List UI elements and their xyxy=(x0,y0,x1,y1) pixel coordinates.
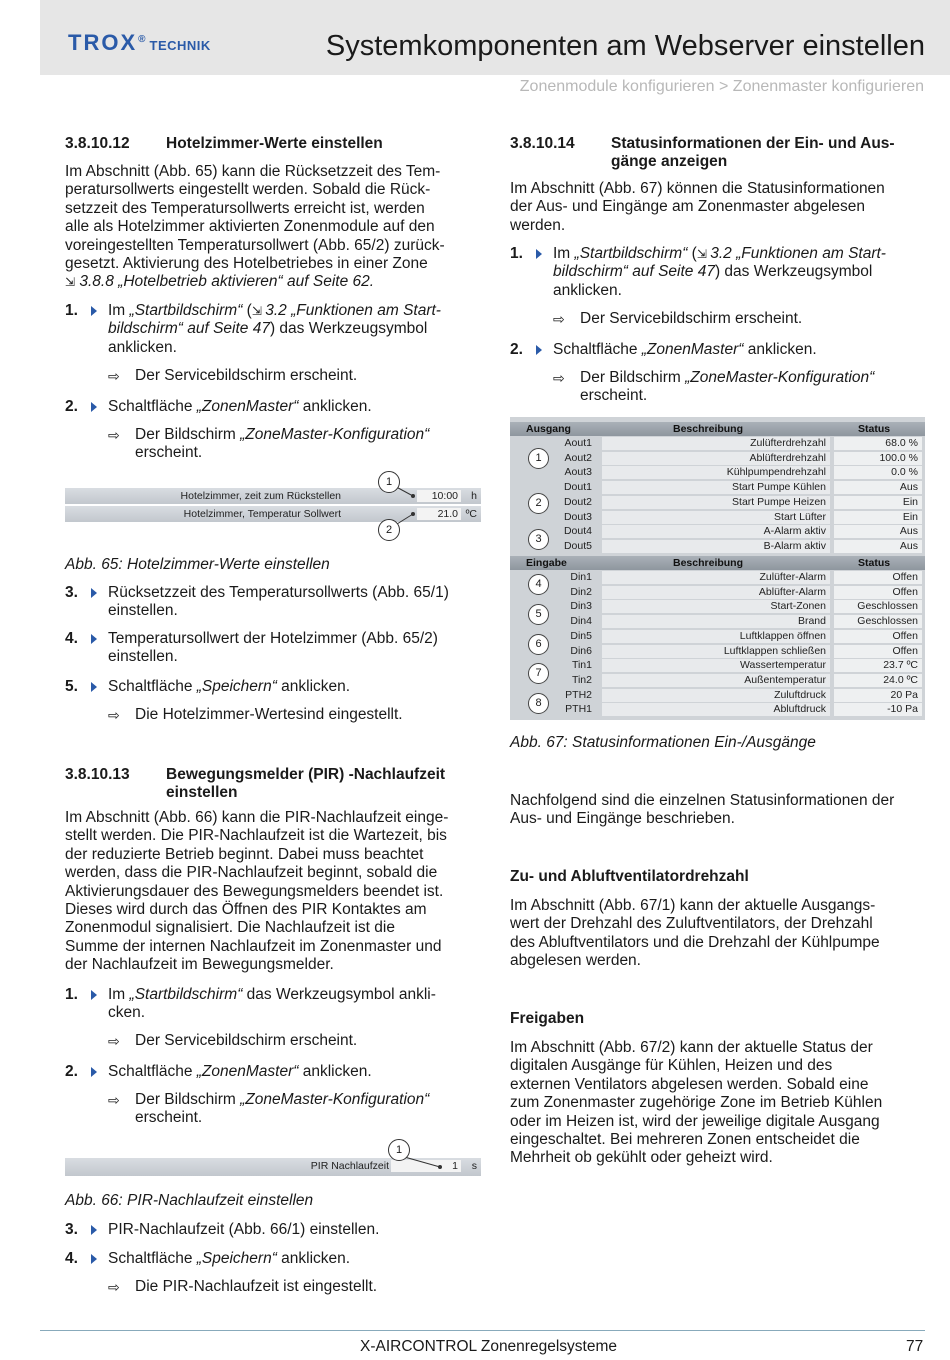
result-arrow-icon: ⇨ xyxy=(553,370,565,386)
paragraph-releases xyxy=(510,1039,882,1168)
step-arrow-icon xyxy=(536,345,542,355)
callout-1: 1 xyxy=(378,471,400,493)
io-status: Geschlossen xyxy=(834,600,922,613)
line: der reduzierte Betrieb beginnt. Dabei muss beachtet xyxy=(65,845,424,863)
io-description: Start Pumpe Heizen xyxy=(602,496,830,509)
callout-2: 2 xyxy=(378,519,400,541)
table-row xyxy=(510,571,925,586)
io-id: Tin2 xyxy=(571,673,592,686)
callout-6: 6 xyxy=(528,634,549,655)
step-arrow-icon xyxy=(91,1067,97,1077)
callout-8: 8 xyxy=(528,693,549,714)
line: Im Abschnitt (Abb. 65) kann die Rücksetzzeit des Tem- xyxy=(65,163,441,180)
step-number: 1. xyxy=(65,302,78,319)
table-row xyxy=(510,540,925,555)
io-status: Aus xyxy=(834,481,922,494)
line: Aktivierungsdauer des Bewegungsmelders beendet ist. xyxy=(65,882,444,900)
result-arrow-icon: ⇨ xyxy=(553,311,565,327)
text: anklicken. xyxy=(298,398,372,415)
section-number: 3.8.10.13 xyxy=(65,766,130,783)
step-arrow-icon xyxy=(536,249,542,259)
footer-document-title: X-AIRCONTROL Zonenregelsysteme xyxy=(360,1338,617,1355)
result-arrow-icon: ⇨ xyxy=(108,1033,120,1049)
step-number: 3. xyxy=(65,1221,78,1238)
text: Im xyxy=(108,986,130,1003)
io-description: Zuluftdruck xyxy=(602,689,830,702)
crossref-link[interactable]: 3.8.8 „Hotelbetrieb aktivieren“ auf Seite 62. xyxy=(79,273,375,291)
callout-5: 5 xyxy=(528,604,549,625)
page-header xyxy=(40,0,950,75)
paragraph-fan-speed xyxy=(510,897,880,971)
result-text: Der Servicebildschirm erscheint. xyxy=(135,367,358,384)
table-row xyxy=(510,630,925,645)
line: wert der Drehzahl des Zuluftventilators, der Drehzahl xyxy=(510,915,873,933)
crossref-link[interactable]: 3.2 „Funktionen am Start- xyxy=(265,302,441,319)
io-description: Kühlpumpendrehzahl xyxy=(602,466,830,479)
text: „Startbildschirm“ xyxy=(129,986,243,1003)
crossref-icon: ⇲ xyxy=(251,304,266,318)
callout-1: 1 xyxy=(528,448,549,469)
table-row xyxy=(510,525,925,540)
io-description: Zulüfterdrehzahl xyxy=(602,437,830,450)
line: Im Abschnitt (Abb. 67/1) kann der aktuelle Ausgangs- xyxy=(510,897,876,914)
line: oder im Heizen ist, wird der jeweilige digitale Ausgang xyxy=(510,1112,880,1130)
column-header: Beschreibung xyxy=(673,557,744,569)
setting-unit: h xyxy=(471,490,477,502)
io-status: 0.0 % xyxy=(834,466,922,479)
io-status: Ein xyxy=(834,496,922,509)
line: Aus- und Eingänge beschrieben. xyxy=(510,810,735,828)
line: gesetzt. Aktivierung des Hotelbetriebes in einer Zone xyxy=(65,255,428,273)
reset-time-input[interactable]: 10:00 xyxy=(417,490,461,502)
paragraph-intro xyxy=(510,792,894,829)
paragraph-status xyxy=(510,180,885,235)
text: Schaltfläche xyxy=(108,1250,197,1267)
figure-66 xyxy=(65,1136,481,1182)
text: „Speichern“ xyxy=(196,1250,277,1267)
table-row xyxy=(510,481,925,496)
text: ( xyxy=(687,245,697,262)
line: Im Abschnitt (Abb. 67) können die Statusinformationen xyxy=(510,180,885,197)
paragraph-hotel xyxy=(65,163,445,292)
io-status: 23.7 ºC xyxy=(834,659,922,672)
io-description: B-Alarm aktiv xyxy=(602,540,830,553)
section-title: Bewegungsmelder (PIR) -Nachlaufzeit einstellen xyxy=(166,766,446,801)
result-text: Die PIR-Nachlaufzeit ist eingestellt. xyxy=(135,1278,378,1295)
pir-delay-input[interactable]: 1 xyxy=(391,1160,461,1172)
table-row xyxy=(510,466,925,481)
io-id: Dout5 xyxy=(563,539,592,552)
trox-logo xyxy=(68,30,211,56)
io-id: Din1 xyxy=(570,571,592,583)
io-id: Dout4 xyxy=(563,525,592,538)
line: alle als Hotelzimmer aktivierten Zonenmodule auf den xyxy=(65,218,435,236)
io-id: Tin1 xyxy=(571,659,592,672)
step-text xyxy=(108,584,488,621)
table-header-outputs xyxy=(510,422,925,436)
text: das Werkzeugsymbol ankli- xyxy=(242,986,436,1003)
table-row xyxy=(510,586,925,601)
table-row xyxy=(510,703,925,718)
callout-lines xyxy=(65,1136,481,1182)
text: ) das Werkzeugsymbol xyxy=(714,263,873,281)
logo-main: TROX xyxy=(68,30,138,55)
text: anklicken. xyxy=(298,1063,372,1080)
io-description: Start Pumpe Kühlen xyxy=(602,481,830,494)
callout-lines xyxy=(65,469,481,549)
text: „ZonenMaster“ xyxy=(196,398,299,415)
step-text xyxy=(108,1250,488,1268)
step-arrow-icon xyxy=(91,682,97,692)
result-text xyxy=(580,369,920,406)
column-header: Eingabe xyxy=(526,557,567,569)
section-number: 3.8.10.12 xyxy=(65,135,130,152)
io-status: Aus xyxy=(834,525,922,538)
line: digitalen Ausgänge für Kühlen, Heizen und des xyxy=(510,1057,833,1075)
line: voreingestellten Temperatursollwert (Abb. 65/2) zurück- xyxy=(65,236,445,254)
page-title: Systemkomponenten am Webserver einstellen xyxy=(325,30,925,62)
text: „Speichern“ xyxy=(196,678,277,695)
result-arrow-icon: ⇨ xyxy=(108,707,120,723)
result-text: Der Servicebildschirm erscheint. xyxy=(580,310,803,327)
io-id: Aout1 xyxy=(564,437,592,449)
io-description: Zulüfter-Alarm xyxy=(602,571,830,584)
line: zum Zonenmaster zugehörige Zone im Betrieb Kühlen xyxy=(510,1094,883,1112)
io-description: Wassertemperatur xyxy=(602,659,830,672)
table-row xyxy=(510,615,925,630)
setting-label: PIR Nachlaufzeit xyxy=(310,1160,389,1172)
result-arrow-icon: ⇨ xyxy=(108,368,120,384)
table-row xyxy=(510,452,925,467)
io-status: 68.0 % xyxy=(834,437,922,450)
figure-caption-65: Abb. 65: Hotelzimmer-Werte einstellen xyxy=(65,556,330,573)
io-id: Aout3 xyxy=(564,466,592,479)
line: stellt werden. Die PIR-Nachlaufzeit ist die Wartezeit, bis xyxy=(65,827,447,845)
text: erscheint. xyxy=(135,1109,203,1127)
step-number: 2. xyxy=(510,341,523,358)
callout-1: 1 xyxy=(388,1139,410,1161)
io-status: Offen xyxy=(834,645,922,658)
table-row xyxy=(510,659,925,674)
temperature-setpoint-input[interactable]: 21.0 xyxy=(417,508,461,520)
table-row xyxy=(510,496,925,511)
text: erscheint. xyxy=(580,387,648,405)
crossref-link[interactable]: bildschirm“ auf Seite 47 xyxy=(553,263,715,281)
io-id: Din2 xyxy=(570,585,592,598)
step-arrow-icon xyxy=(91,306,97,316)
callout-4: 4 xyxy=(528,574,549,595)
result-text: Die Hotelzimmer-Wertesind eingestellt. xyxy=(135,706,403,723)
text: Im xyxy=(108,302,130,319)
io-description: Ablüfterdrehzahl xyxy=(602,452,830,465)
step-arrow-icon xyxy=(91,634,97,644)
io-description: Abluftdruck xyxy=(602,703,830,716)
io-status: Ein xyxy=(834,511,922,524)
text: Der Bildschirm xyxy=(135,426,241,443)
figure-65 xyxy=(65,469,481,549)
line: Zonenmodul signalisiert. Die Nachlaufzeit ist die xyxy=(65,919,395,937)
text: „Startbildschirm“ xyxy=(574,245,688,262)
step-number: 5. xyxy=(65,678,78,695)
table-row xyxy=(510,645,925,660)
step-number: 1. xyxy=(510,245,523,262)
crossref-icon: ⇲ xyxy=(65,275,76,290)
table-row xyxy=(510,600,925,615)
io-status: Offen xyxy=(834,630,922,643)
step-text: PIR-Nachlaufzeit (Abb. 66/1) einstellen. xyxy=(108,1221,380,1238)
footer-rule xyxy=(40,1330,925,1331)
text: einstellen. xyxy=(108,602,178,620)
step-arrow-icon xyxy=(91,402,97,412)
text: Rücksetzzeit des Temperatursollwerts (Abb. 65/1) xyxy=(108,584,449,601)
logo-sub: TECHNIK xyxy=(149,38,211,53)
step-arrow-icon xyxy=(91,1225,97,1235)
io-id: Din6 xyxy=(570,644,592,657)
text: einstellen. xyxy=(108,648,178,666)
table-row xyxy=(510,511,925,526)
column-header: Beschreibung xyxy=(673,423,744,435)
text: Schaltfläche xyxy=(108,1063,197,1080)
step-arrow-icon xyxy=(91,588,97,598)
text: anklicken. xyxy=(276,678,351,695)
io-status: Offen xyxy=(834,586,922,599)
io-status: Aus xyxy=(834,540,922,553)
text: Temperatursollwert der Hotelzimmer (Abb. 65/2) xyxy=(108,630,438,647)
text: „ZoneMaster-Konfiguration“ xyxy=(240,426,430,443)
setting-label: Hotelzimmer, Temperatur Sollwert xyxy=(183,508,341,520)
line: eingeschaltet. Bei mehreren Zonen entscheidet die xyxy=(510,1131,860,1149)
setting-unit: ºC xyxy=(465,508,477,520)
io-description: Ablüfter-Alarm xyxy=(602,586,830,599)
step-number: 3. xyxy=(65,584,78,601)
result-text xyxy=(135,1091,475,1128)
table-row xyxy=(510,437,925,452)
text: Statusinformationen der Ein- und Aus- xyxy=(611,135,895,152)
line: Summe der internen Nachlaufzeit im Zonenmaster und xyxy=(65,937,442,955)
step-text xyxy=(108,1063,488,1081)
io-id: Din3 xyxy=(570,600,592,613)
io-description: Außentemperatur xyxy=(602,674,830,687)
io-id: Dout2 xyxy=(563,495,592,508)
step-number: 4. xyxy=(65,1250,78,1267)
io-status: 24.0 ºC xyxy=(834,674,922,687)
result-arrow-icon: ⇨ xyxy=(108,1279,120,1295)
line: der Nachlaufzeit im Bewegungsmelder. xyxy=(65,956,334,974)
io-id: Din4 xyxy=(570,615,592,628)
line: abgelesen werden. xyxy=(510,952,641,970)
callout-7: 7 xyxy=(528,663,549,684)
line: werden. xyxy=(510,216,566,234)
status-table xyxy=(510,417,925,720)
line: Mehrheit ob gekühlt oder geheizt wird. xyxy=(510,1149,773,1167)
result-arrow-icon: ⇨ xyxy=(108,427,120,443)
text: Im xyxy=(553,245,575,262)
column-header: Status xyxy=(858,423,891,435)
text: Der Bildschirm xyxy=(135,1091,241,1108)
paragraph-pir xyxy=(65,809,448,975)
text: ( xyxy=(242,302,252,319)
text: gänge anzeigen xyxy=(611,153,728,170)
crossref-icon: ⇲ xyxy=(696,247,711,261)
io-description: Luftklappen schließen xyxy=(602,645,830,658)
logo-registered: ® xyxy=(138,33,146,45)
step-text xyxy=(108,302,488,357)
table-row xyxy=(510,674,925,689)
subheading-releases: Freigaben xyxy=(510,1010,585,1027)
step-arrow-icon xyxy=(91,1254,97,1264)
column-header: Status xyxy=(858,557,891,569)
io-description: Start Lüfter xyxy=(602,511,830,524)
step-text xyxy=(108,678,488,696)
figure-caption-67: Abb. 67: Statusinformationen Ein-/Ausgänge xyxy=(510,734,816,751)
section-number: 3.8.10.14 xyxy=(510,135,575,152)
setting-label: Hotelzimmer, zeit zum Rückstellen xyxy=(180,490,341,502)
table-row xyxy=(510,689,925,704)
text: „Startbildschirm“ xyxy=(129,302,243,319)
step-text xyxy=(553,341,933,359)
text: erscheint. xyxy=(135,444,203,462)
result-arrow-icon: ⇨ xyxy=(108,1092,120,1108)
io-status: Geschlossen xyxy=(834,615,922,628)
step-number: 2. xyxy=(65,398,78,415)
figure-caption-66: Abb. 66: PIR-Nachlaufzeit einstellen xyxy=(65,1192,314,1209)
section-title xyxy=(611,135,931,171)
page-number: 77 xyxy=(906,1338,924,1355)
line: Nachfolgend sind die einzelnen Statusinformationen der xyxy=(510,792,895,809)
io-id: Aout2 xyxy=(564,451,592,464)
result-text: Der Servicebildschirm erscheint. xyxy=(135,1032,358,1049)
io-status: 100.0 % xyxy=(834,452,922,465)
text: ) das Werkzeugsymbol xyxy=(269,320,428,338)
text: „ZoneMaster-Konfiguration“ xyxy=(685,369,875,386)
text: „ZonenMaster“ xyxy=(641,341,744,358)
line: Dieses wird durch das Öffnen des PIR Kontaktes am xyxy=(65,901,427,919)
text: Schaltfläche xyxy=(108,398,197,415)
table-header-inputs xyxy=(510,556,925,570)
io-status: Offen xyxy=(834,571,922,584)
section-title: Hotelzimmer-Werte einstellen xyxy=(166,135,383,152)
line: setzzeit des Temperatursollwerts erreicht ist, werden xyxy=(65,199,425,217)
io-status: -10 Pa xyxy=(834,703,922,716)
crossref-link[interactable]: bildschirm“ auf Seite 47 xyxy=(108,320,270,338)
io-id: Din5 xyxy=(570,629,592,642)
breadcrumb: Zonenmodule konfigurieren > Zonenmaster konfigurieren xyxy=(519,78,924,95)
text: Schaltfläche xyxy=(108,678,197,695)
line: Im Abschnitt (Abb. 67/2) kann der aktuelle Status der xyxy=(510,1039,873,1056)
result-text xyxy=(135,426,475,463)
step-number: 2. xyxy=(65,1063,78,1080)
text: anklicken. xyxy=(553,281,622,299)
step-text xyxy=(108,630,488,667)
subheading-fan-speed: Zu- und Abluftventilatordrehzahl xyxy=(510,868,749,885)
column-header: Ausgang xyxy=(526,423,571,435)
step-number: 4. xyxy=(65,630,78,647)
io-id: Dout1 xyxy=(563,481,592,494)
io-description: Start-Zonen xyxy=(602,600,830,613)
step-text xyxy=(108,398,488,416)
io-description: Brand xyxy=(602,615,830,628)
text: cken. xyxy=(108,1004,146,1022)
line: der Aus- und Eingänge am Zonenmaster abgelesen xyxy=(510,198,866,216)
setting-unit: s xyxy=(471,1160,477,1172)
io-description: Luftklappen öffnen xyxy=(602,630,830,643)
line: Im Abschnitt (Abb. 66) kann die PIR-Nachlaufzeit einge- xyxy=(65,809,449,826)
text: Schaltfläche xyxy=(553,341,642,358)
text: „ZoneMaster-Konfiguration“ xyxy=(240,1091,430,1108)
io-id: PTH2 xyxy=(565,688,592,701)
text: anklicken. xyxy=(108,338,177,356)
io-id: Dout3 xyxy=(563,510,592,523)
step-number: 1. xyxy=(65,986,78,1003)
callout-3: 3 xyxy=(528,529,549,550)
io-id: PTH1 xyxy=(565,703,592,716)
line: peratursollwerts eingestellt werden. Sobald die Rück- xyxy=(65,181,431,199)
callout-2: 2 xyxy=(528,493,549,514)
text: anklicken. xyxy=(743,341,817,358)
crossref-link[interactable]: 3.2 „Funktionen am Start- xyxy=(710,245,886,262)
line: externen Ventilators abgelesen werden. Sobald eine xyxy=(510,1075,869,1093)
step-text xyxy=(553,245,933,300)
step-arrow-icon xyxy=(91,990,97,1000)
text: „ZonenMaster“ xyxy=(196,1063,299,1080)
io-description: A-Alarm aktiv xyxy=(602,525,830,538)
line: des Abluftventilators und die Drehzahl der Kühlpumpe xyxy=(510,933,880,951)
step-text xyxy=(108,986,488,1023)
io-status: 20 Pa xyxy=(834,689,922,702)
text: Der Bildschirm xyxy=(580,369,686,386)
line: werden, dass die PIR-Nachlaufzeit beginnt, sobald die xyxy=(65,864,438,882)
text: anklicken. xyxy=(276,1250,351,1267)
